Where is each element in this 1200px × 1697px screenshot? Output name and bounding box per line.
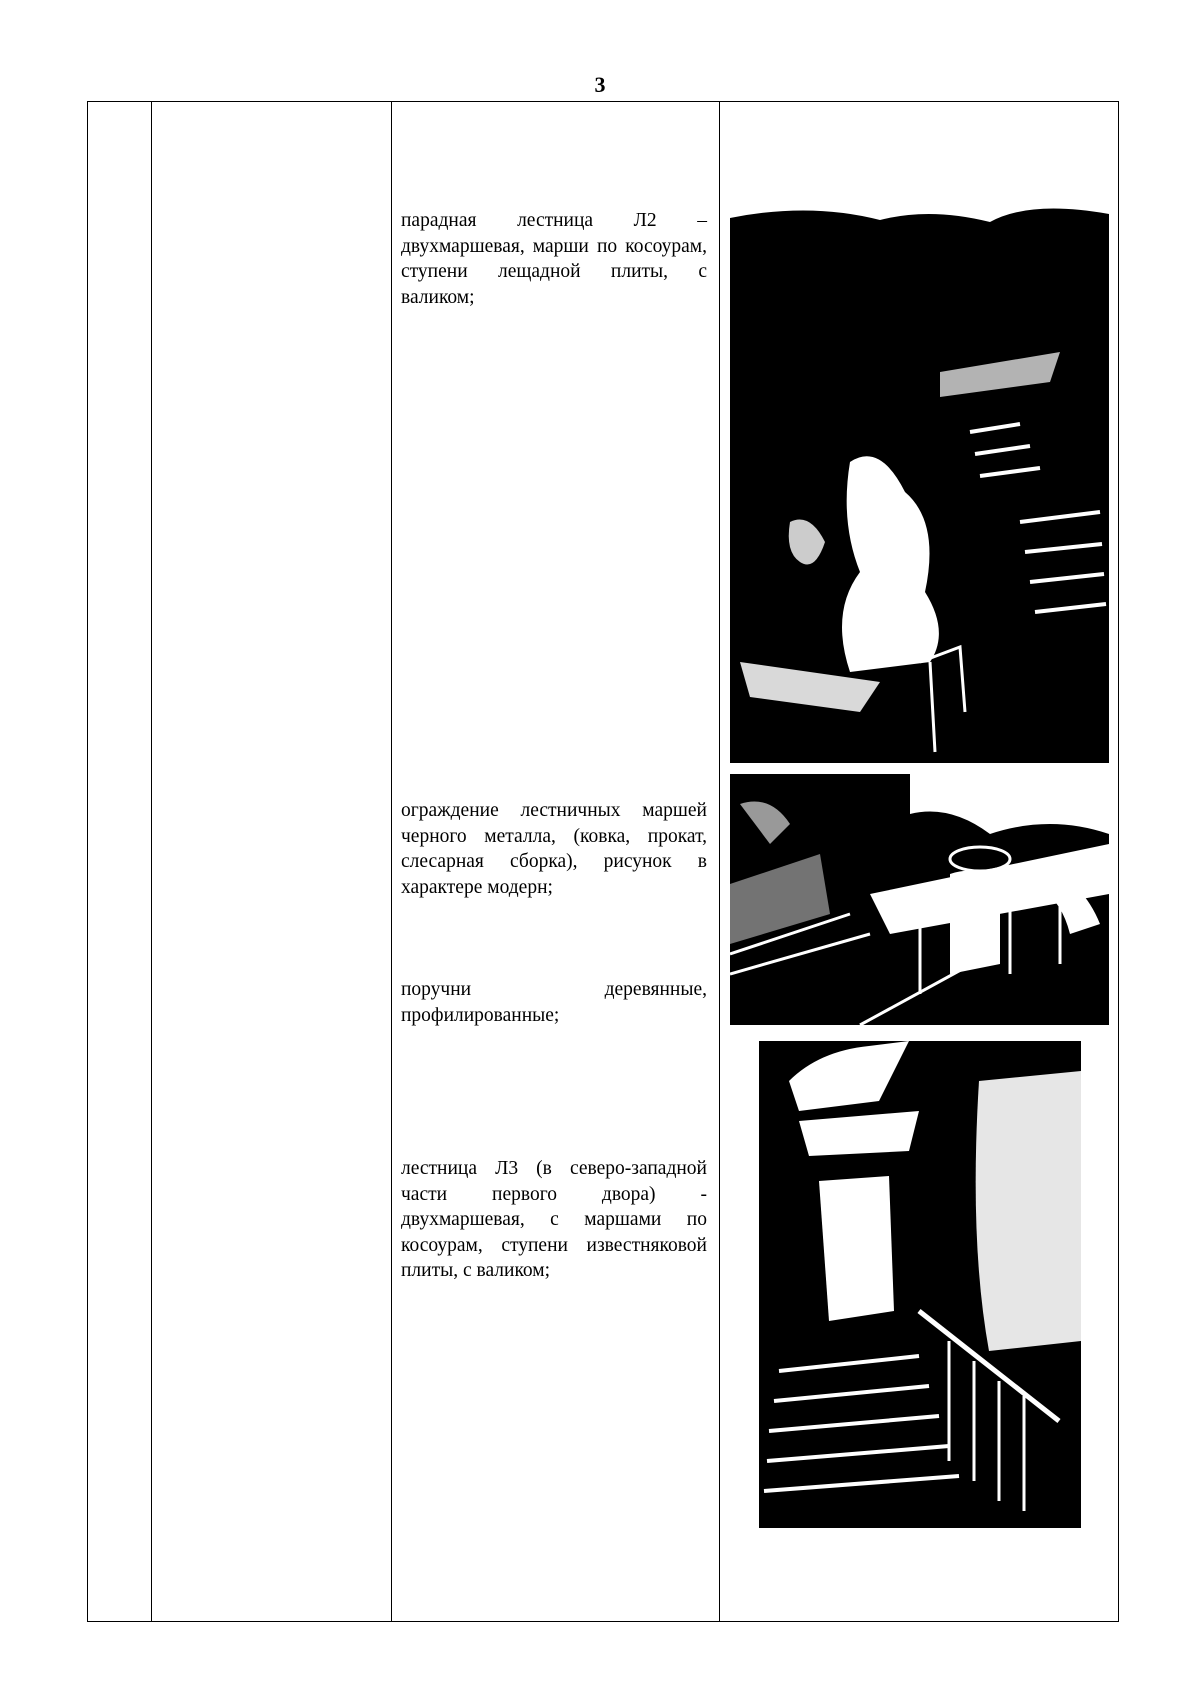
column-divider-2 bbox=[391, 102, 392, 1621]
staircase-l2-photo bbox=[730, 192, 1109, 763]
entry-text-l2: парадная лестница Л2 – двухмаршевая, марши по косоурам, ступени лещадной плиты, с валиком; bbox=[401, 210, 707, 308]
staircase-l3-photo bbox=[759, 1041, 1081, 1528]
column-divider-3 bbox=[719, 102, 720, 1621]
railing-photo bbox=[730, 774, 1109, 1025]
entry-text-handrails: поручни деревянные, профилированные; bbox=[401, 979, 707, 1026]
page-number: 3 bbox=[594, 72, 606, 97]
entry-text-l3: лестница Л3 (в северо-западной части первого двора) - двухмаршевая, с маршами по косоурам, ступени известняковой плиты, с валиком; bbox=[401, 1158, 707, 1281]
column-divider-1 bbox=[151, 102, 152, 1621]
entry-text-railing: ограждение лестничных маршей черного металла, (ковка, прокат, слесарная сборка), рисунок в характере модерн; bbox=[401, 800, 707, 898]
